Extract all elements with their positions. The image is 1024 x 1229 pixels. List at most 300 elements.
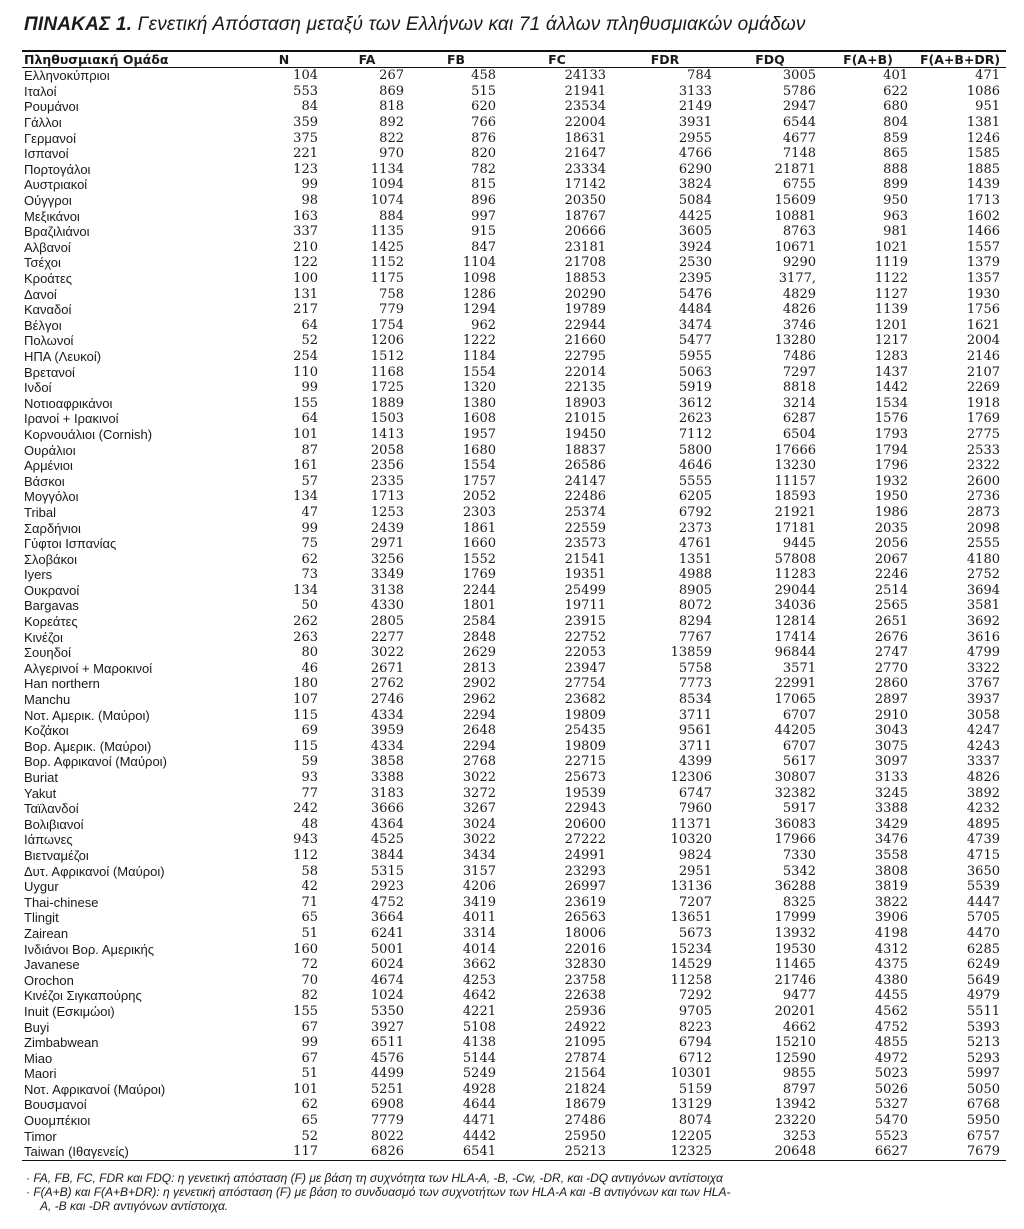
cell-fdq: 2947 xyxy=(782,99,816,115)
table-body xyxy=(22,68,1006,1161)
cell-n: 93 xyxy=(301,770,318,786)
cell-fdr: 3474 xyxy=(678,317,712,333)
cell-fb: 915 xyxy=(471,224,496,240)
cell-group: Βέλγοι xyxy=(24,317,62,333)
cell-fdr: 7207 xyxy=(678,894,712,910)
cell-f-a-b-dr: 5705 xyxy=(966,910,1000,926)
cell-fb: 1957 xyxy=(462,426,496,442)
cell-fdr: 13136 xyxy=(670,879,712,895)
cell-group: Iyers xyxy=(24,567,53,583)
cell-n: 52 xyxy=(301,1128,318,1144)
cell-fdr: 5555 xyxy=(678,473,712,489)
header-fb: FB xyxy=(446,52,466,67)
cell-fdr: 2951 xyxy=(678,863,712,879)
cell-n: 254 xyxy=(293,348,318,364)
cell-n: 48 xyxy=(301,816,318,832)
cell-fdq: 10881 xyxy=(774,208,816,224)
cell-fdq: 3005 xyxy=(782,68,816,84)
table-row xyxy=(22,115,1006,131)
table-row xyxy=(22,536,1006,552)
cell-f-a-b-dr: 2533 xyxy=(966,442,1000,458)
cell-fc: 27754 xyxy=(564,676,606,692)
cell-fdr: 10301 xyxy=(670,1066,712,1082)
cell-fdr: 4761 xyxy=(678,536,712,552)
cell-fdr: 1351 xyxy=(678,551,712,567)
cell-fc: 24133 xyxy=(564,68,606,84)
cell-fdr: 3924 xyxy=(678,239,712,255)
table-row xyxy=(22,863,1006,879)
cell-fdq: 9445 xyxy=(782,536,816,552)
table-row xyxy=(22,193,1006,209)
cell-f-a-b: 4380 xyxy=(874,972,908,988)
cell-fa: 3858 xyxy=(370,754,404,770)
cell-f-a-b: 1201 xyxy=(874,317,908,333)
cell-f-a-b-dr: 5649 xyxy=(966,972,1000,988)
cell-f-a-b-dr: 4826 xyxy=(966,770,1000,786)
table-row xyxy=(22,598,1006,614)
cell-f-a-b-dr: 5393 xyxy=(966,1019,1000,1035)
cell-fc: 23682 xyxy=(564,692,606,708)
cell-fdr: 5159 xyxy=(678,1081,712,1097)
cell-fc: 23758 xyxy=(564,972,606,988)
table-row xyxy=(22,879,1006,895)
cell-group: Tribal xyxy=(24,504,57,520)
cell-fdr: 6290 xyxy=(678,161,712,177)
cell-n: 242 xyxy=(293,801,318,817)
cell-fc: 24991 xyxy=(564,847,606,863)
table-row xyxy=(22,224,1006,240)
cell-f-a-b: 5470 xyxy=(874,1113,908,1129)
cell-fdr: 12205 xyxy=(670,1128,712,1144)
cell-fc: 23181 xyxy=(564,239,606,255)
cell-fdq: 7297 xyxy=(782,364,816,380)
cell-fb: 4221 xyxy=(462,1003,496,1019)
cell-fc: 18006 xyxy=(564,925,606,941)
cell-fdr: 9824 xyxy=(678,847,712,863)
cell-f-a-b-dr: 1585 xyxy=(966,146,1000,162)
cell-fdq: 18593 xyxy=(774,489,816,505)
cell-f-a-b-dr: 4447 xyxy=(966,894,1000,910)
cell-fdq: 11465 xyxy=(774,957,816,973)
cell-f-a-b-dr: 2600 xyxy=(966,473,1000,489)
cell-fdq: 3214 xyxy=(782,395,816,411)
cell-n: 46 xyxy=(301,660,318,676)
cell-n: 104 xyxy=(293,68,318,84)
cell-fc: 19789 xyxy=(564,302,606,318)
table-row xyxy=(22,988,1006,1004)
cell-n: 117 xyxy=(293,1144,318,1160)
table-row xyxy=(22,395,1006,411)
cell-fdq: 6504 xyxy=(782,426,816,442)
cell-f-a-b-dr: 1379 xyxy=(966,255,1000,271)
cell-group: Βορ. Αμερικ. (Μαύροι) xyxy=(24,738,152,754)
cell-f-a-b: 2035 xyxy=(874,520,908,536)
table-row xyxy=(22,84,1006,100)
cell-f-a-b-dr: 5997 xyxy=(966,1066,1000,1082)
cell-fb: 3022 xyxy=(462,832,496,848)
cell-f-a-b: 859 xyxy=(883,130,908,146)
cell-fa: 1413 xyxy=(370,426,404,442)
cell-f-a-b: 3245 xyxy=(874,785,908,801)
cell-group: Αλγερινοί + Μαροκινοί xyxy=(24,660,153,676)
table-row xyxy=(22,661,1006,677)
cell-f-a-b: 5026 xyxy=(874,1081,908,1097)
table-row xyxy=(22,972,1006,988)
cell-n: 155 xyxy=(293,395,318,411)
cell-f-a-b-dr: 1930 xyxy=(966,286,1000,302)
cell-fa: 1074 xyxy=(370,193,404,209)
cell-f-a-b-dr: 2107 xyxy=(966,364,1000,380)
cell-f-a-b-dr: 6757 xyxy=(966,1128,1000,1144)
cell-fa: 1754 xyxy=(370,317,404,333)
cell-fa: 892 xyxy=(379,115,404,131)
cell-fdr: 13859 xyxy=(670,645,712,661)
cell-fb: 997 xyxy=(471,208,496,224)
cell-fdr: 3612 xyxy=(678,395,712,411)
cell-fdr: 8534 xyxy=(678,692,712,708)
cell-n: 50 xyxy=(301,598,318,614)
cell-f-a-b-dr: 1086 xyxy=(966,83,1000,99)
cell-f-a-b: 1217 xyxy=(874,333,908,349)
table-row xyxy=(22,551,1006,567)
cell-fdq: 21921 xyxy=(774,504,816,520)
cell-fdr: 7112 xyxy=(678,426,712,442)
cell-fa: 3022 xyxy=(370,645,404,661)
cell-fa: 4525 xyxy=(370,832,404,848)
cell-f-a-b: 2246 xyxy=(874,567,908,583)
cell-f-a-b-dr: 1621 xyxy=(966,317,1000,333)
cell-group: Tlingit xyxy=(24,910,59,926)
table-title-label: ΠΙΝΑΚΑΣ 1. xyxy=(24,14,133,35)
cell-fdq: 36288 xyxy=(774,879,816,895)
cell-fdq: 6755 xyxy=(782,177,816,193)
cell-fdr: 6712 xyxy=(678,1050,712,1066)
cell-f-a-b-dr: 1557 xyxy=(966,239,1000,255)
table-row xyxy=(22,302,1006,318)
cell-fc: 22943 xyxy=(564,801,606,817)
table-row xyxy=(22,255,1006,271)
table-row xyxy=(22,411,1006,427)
cell-fc: 23293 xyxy=(564,863,606,879)
cell-fdr: 5919 xyxy=(678,380,712,396)
cell-fa: 779 xyxy=(379,302,404,318)
cell-n: 42 xyxy=(301,879,318,895)
table-row xyxy=(22,848,1006,864)
cell-fb: 2303 xyxy=(462,504,496,520)
table-row xyxy=(22,614,1006,630)
cell-n: 67 xyxy=(301,1019,318,1035)
cell-group: Βορ. Αφρικανοί (Μαύροι) xyxy=(24,754,167,770)
cell-fa: 5001 xyxy=(370,941,404,957)
cell-fa: 2356 xyxy=(370,458,404,474)
table-row xyxy=(22,785,1006,801)
table-row xyxy=(22,723,1006,739)
table-row xyxy=(22,739,1006,755)
cell-f-a-b: 1119 xyxy=(874,255,908,271)
cell-group: Ουομπέκιοι xyxy=(24,1113,91,1129)
cell-group: Βρετανοί xyxy=(24,364,75,380)
cell-fdr: 3133 xyxy=(678,83,712,99)
cell-fc: 18853 xyxy=(564,271,606,287)
cell-f-a-b-dr: 4232 xyxy=(966,801,1000,817)
cell-f-a-b-dr: 6768 xyxy=(966,1097,1000,1113)
cell-f-a-b-dr: 1769 xyxy=(966,411,1000,427)
cell-fdq: 8763 xyxy=(782,224,816,240)
cell-fdq: 17065 xyxy=(774,692,816,708)
cell-fdq: 11157 xyxy=(774,473,816,489)
cell-n: 77 xyxy=(301,785,318,801)
cell-group: Ιταλοί xyxy=(24,83,57,99)
cell-f-a-b: 3429 xyxy=(874,816,908,832)
cell-group: Ιάπωνες xyxy=(24,832,73,848)
cell-fb: 4206 xyxy=(462,879,496,895)
cell-fdr: 3824 xyxy=(678,177,712,193)
table-row xyxy=(22,1050,1006,1066)
cell-n: 82 xyxy=(301,988,318,1004)
cell-fa: 2058 xyxy=(370,442,404,458)
cell-group: Βάσκοι xyxy=(24,473,65,489)
table-row xyxy=(22,286,1006,302)
cell-fa: 869 xyxy=(379,83,404,99)
cell-f-a-b: 3097 xyxy=(874,754,908,770)
cell-fb: 847 xyxy=(471,239,496,255)
cell-fc: 22004 xyxy=(564,115,606,131)
cell-fb: 1680 xyxy=(462,442,496,458)
cell-n: 75 xyxy=(301,536,318,552)
cell-fa: 8022 xyxy=(370,1128,404,1144)
cell-fb: 1222 xyxy=(462,333,496,349)
cell-n: 65 xyxy=(301,910,318,926)
cell-f-a-b: 1127 xyxy=(874,286,908,302)
cell-f-a-b: 3476 xyxy=(874,832,908,848)
cell-n: 112 xyxy=(293,847,318,863)
cell-fdq: 21871 xyxy=(774,161,816,177)
cell-fb: 3157 xyxy=(462,863,496,879)
cell-n: 47 xyxy=(301,504,318,520)
cell-fa: 2671 xyxy=(370,660,404,676)
table-row xyxy=(22,177,1006,193)
cell-fc: 21708 xyxy=(564,255,606,271)
cell-group: Βιετναμέζοι xyxy=(24,847,89,863)
cell-n: 98 xyxy=(301,193,318,209)
header-fa: FA xyxy=(358,52,376,67)
cell-fb: 2902 xyxy=(462,676,496,692)
cell-fdq: 11283 xyxy=(774,567,816,583)
cell-f-a-b: 2676 xyxy=(874,629,908,645)
cell-fc: 18679 xyxy=(564,1097,606,1113)
cell-fb: 2584 xyxy=(462,614,496,630)
cell-fdq: 57808 xyxy=(774,551,816,567)
cell-f-a-b: 5023 xyxy=(874,1066,908,1082)
table-row xyxy=(22,489,1006,505)
cell-fa: 3927 xyxy=(370,1019,404,1035)
cell-fc: 18903 xyxy=(564,395,606,411)
cell-fb: 458 xyxy=(471,68,496,84)
cell-fdr: 2395 xyxy=(678,271,712,287)
cell-n: 57 xyxy=(301,473,318,489)
footnote-2: · F(A+B) και F(A+B+DR): η γενετική απόσταση (F) με βάση το συνδυασμό των συχνοτήτων των HLA-A και -B αντιγόνων και των HLA- xyxy=(26,1185,731,1199)
cell-fdr: 6792 xyxy=(678,504,712,520)
cell-group: Σαρδήνιοι xyxy=(24,520,81,536)
cell-fb: 2648 xyxy=(462,723,496,739)
cell-group: Βουσμανοί xyxy=(24,1097,87,1113)
cell-fdr: 2373 xyxy=(678,520,712,536)
cell-fdr: 4646 xyxy=(678,458,712,474)
cell-fa: 2762 xyxy=(370,676,404,692)
cell-f-a-b-dr: 3337 xyxy=(966,754,1000,770)
cell-group: Ινδοί xyxy=(24,380,52,396)
cell-n: 99 xyxy=(301,520,318,536)
cell-fb: 2962 xyxy=(462,692,496,708)
header-group: Πληθυσμιακή Ομάδα xyxy=(24,52,169,67)
cell-f-a-b-dr: 1439 xyxy=(966,177,1000,193)
cell-group: Zimbabwean xyxy=(24,1035,99,1051)
cell-f-a-b-dr: 471 xyxy=(975,68,1000,84)
cell-group: Γερμανοί xyxy=(24,130,76,146)
cell-f-a-b: 4455 xyxy=(874,988,908,1004)
cell-fc: 17142 xyxy=(564,177,606,193)
cell-f-a-b-dr: 4470 xyxy=(966,925,1000,941)
cell-fdr: 5477 xyxy=(678,333,712,349)
cell-fdq: 3571 xyxy=(782,660,816,676)
cell-fdr: 2955 xyxy=(678,130,712,146)
cell-fdr: 9561 xyxy=(678,723,712,739)
table-row xyxy=(22,1128,1006,1144)
cell-fdq: 8325 xyxy=(782,894,816,910)
cell-group: Uygur xyxy=(24,879,59,895)
cell-f-a-b: 5327 xyxy=(874,1097,908,1113)
cell-fc: 19711 xyxy=(564,598,606,614)
cell-fb: 2294 xyxy=(462,738,496,754)
cell-n: 99 xyxy=(301,177,318,193)
cell-f-a-b-dr: 1602 xyxy=(966,208,1000,224)
cell-group: Ταϊλανδοί xyxy=(24,801,79,817)
cell-group: Han northern xyxy=(24,676,100,692)
cell-n: 100 xyxy=(293,271,318,287)
cell-fa: 1425 xyxy=(370,239,404,255)
cell-fa: 818 xyxy=(379,99,404,115)
cell-fdq: 19530 xyxy=(774,941,816,957)
cell-n: 115 xyxy=(293,738,318,754)
cell-group: Γύφτοι Ισπανίας xyxy=(24,536,117,552)
genetic-distance-table xyxy=(22,50,1006,1161)
table-row xyxy=(22,894,1006,910)
cell-f-a-b-dr: 2004 xyxy=(966,333,1000,349)
cell-fdq: 17414 xyxy=(774,629,816,645)
cell-fa: 4674 xyxy=(370,972,404,988)
cell-fb: 876 xyxy=(471,130,496,146)
cell-n: 62 xyxy=(301,1097,318,1113)
cell-fdq: 20648 xyxy=(774,1144,816,1160)
cell-n: 51 xyxy=(301,925,318,941)
cell-f-a-b-dr: 4715 xyxy=(966,847,1000,863)
cell-group: Buriat xyxy=(24,770,58,786)
cell-fb: 4253 xyxy=(462,972,496,988)
cell-fdr: 5800 xyxy=(678,442,712,458)
cell-group: Αλβανοί xyxy=(24,239,71,255)
cell-f-a-b: 2565 xyxy=(874,598,908,614)
cell-n: 59 xyxy=(301,754,318,770)
cell-f-a-b: 1021 xyxy=(874,239,908,255)
cell-f-a-b-dr: 1466 xyxy=(966,224,1000,240)
cell-f-a-b-dr: 6285 xyxy=(966,941,1000,957)
cell-fb: 3022 xyxy=(462,770,496,786)
cell-n: 101 xyxy=(293,1081,318,1097)
cell-f-a-b: 1932 xyxy=(874,473,908,489)
cell-f-a-b: 1793 xyxy=(874,426,908,442)
cell-fdr: 4484 xyxy=(678,302,712,318)
table-row xyxy=(22,271,1006,287)
table-row xyxy=(22,1066,1006,1082)
cell-fdr: 13129 xyxy=(670,1097,712,1113)
cell-fa: 3844 xyxy=(370,847,404,863)
table-row xyxy=(22,68,1006,84)
cell-fb: 1861 xyxy=(462,520,496,536)
cell-f-a-b: 2056 xyxy=(874,536,908,552)
cell-fdr: 5476 xyxy=(678,286,712,302)
cell-fb: 5108 xyxy=(462,1019,496,1035)
cell-fc: 22053 xyxy=(564,645,606,661)
cell-n: 52 xyxy=(301,333,318,349)
cell-fc: 25673 xyxy=(564,770,606,786)
cell-f-a-b: 2860 xyxy=(874,676,908,692)
cell-fdq: 5786 xyxy=(782,83,816,99)
cell-fdr: 3931 xyxy=(678,115,712,131)
cell-f-a-b-dr: 3892 xyxy=(966,785,1000,801)
cell-fc: 25435 xyxy=(564,723,606,739)
cell-fdq: 5917 xyxy=(782,801,816,817)
cell-fdq: 34036 xyxy=(774,598,816,614)
cell-fdr: 15234 xyxy=(670,941,712,957)
cell-fc: 25374 xyxy=(564,504,606,520)
cell-fa: 267 xyxy=(379,68,404,84)
cell-fb: 1294 xyxy=(462,302,496,318)
table-row xyxy=(22,692,1006,708)
table-row xyxy=(22,770,1006,786)
cell-fdr: 7767 xyxy=(678,629,712,645)
table-row xyxy=(22,817,1006,833)
cell-f-a-b: 1794 xyxy=(874,442,908,458)
cell-f-a-b: 3822 xyxy=(874,894,908,910)
cell-fdq: 6707 xyxy=(782,707,816,723)
cell-fb: 2813 xyxy=(462,660,496,676)
cell-fb: 1286 xyxy=(462,286,496,302)
cell-fc: 23619 xyxy=(564,894,606,910)
cell-fa: 2923 xyxy=(370,879,404,895)
cell-fb: 515 xyxy=(471,83,496,99)
cell-group: Miao xyxy=(24,1050,53,1066)
cell-fb: 2848 xyxy=(462,629,496,645)
cell-f-a-b: 2747 xyxy=(874,645,908,661)
cell-f-a-b: 4375 xyxy=(874,957,908,973)
cell-n: 210 xyxy=(293,239,318,255)
cell-fa: 2971 xyxy=(370,536,404,552)
cell-f-a-b-dr: 3692 xyxy=(966,614,1000,630)
cell-fc: 32830 xyxy=(564,957,606,973)
cell-fdr: 4425 xyxy=(678,208,712,224)
cell-f-a-b: 1283 xyxy=(874,348,908,364)
cell-fc: 19809 xyxy=(564,707,606,723)
cell-fc: 18631 xyxy=(564,130,606,146)
cell-fb: 5144 xyxy=(462,1050,496,1066)
cell-group: Κινέζοι Σιγκαπούρης xyxy=(24,988,142,1004)
cell-f-a-b: 6627 xyxy=(874,1144,908,1160)
cell-group: Yakut xyxy=(24,785,57,801)
cell-fb: 3419 xyxy=(462,894,496,910)
cell-fc: 23573 xyxy=(564,536,606,552)
cell-f-a-b-dr: 1756 xyxy=(966,302,1000,318)
cell-group: Timor xyxy=(24,1128,57,1144)
